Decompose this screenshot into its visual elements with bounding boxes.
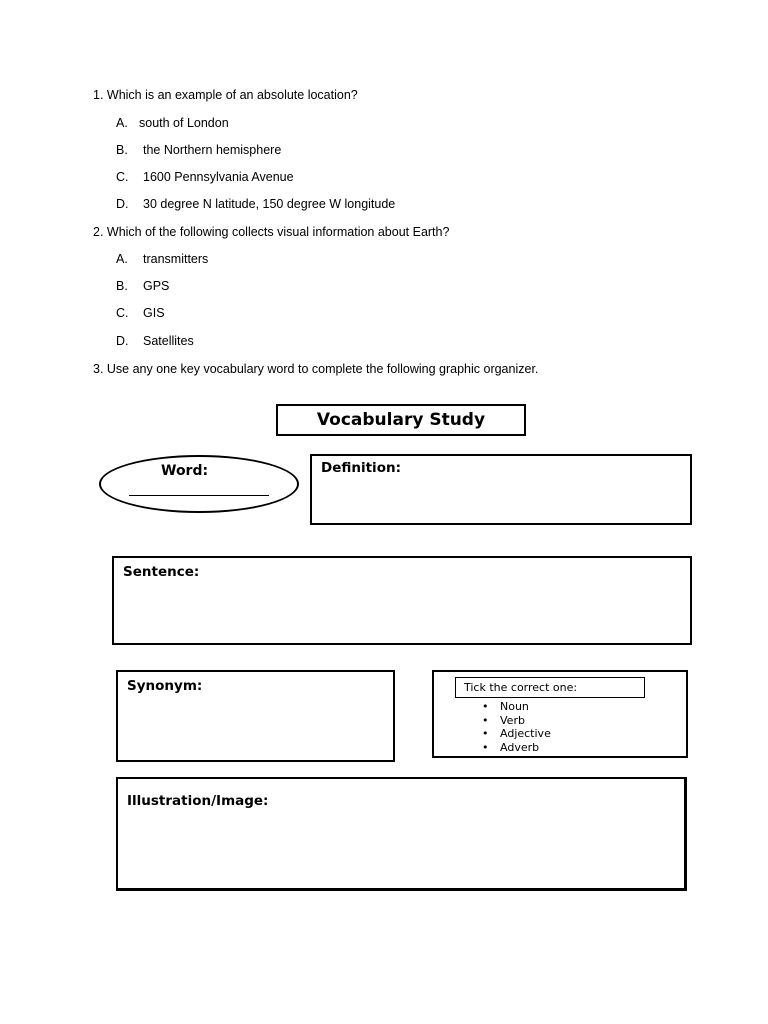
option-letter: B.: [116, 143, 128, 157]
organizer-title: Vocabulary Study: [276, 404, 526, 436]
option-letter: A.: [116, 252, 128, 266]
option-text: GPS: [143, 279, 170, 293]
question-1-prompt: 1. Which is an example of an absolute location?: [93, 88, 358, 102]
option-text: the Northern hemisphere: [143, 143, 282, 157]
word-oval[interactable]: [99, 455, 299, 513]
option-text: 1600 Pennsylvania Avenue: [143, 170, 294, 184]
definition-box[interactable]: [310, 454, 692, 525]
option-letter: C.: [116, 170, 129, 184]
option-text: transmitters: [143, 252, 209, 266]
option-text: Satellites: [143, 334, 194, 348]
part-of-speech-list: [482, 700, 551, 754]
word-blank-line: [129, 495, 269, 496]
option-text: GIS: [143, 306, 165, 320]
option-text: south of London: [139, 116, 229, 130]
question-2-prompt: 2. Which of the following collects visual information about Earth?: [93, 225, 450, 239]
synonym-label: Synonym:: [127, 678, 203, 694]
definition-label: Definition:: [321, 460, 401, 476]
pos-option-noun[interactable]: • Noun: [482, 700, 551, 714]
part-of-speech-box: [432, 670, 688, 758]
option-letter: D.: [116, 197, 129, 211]
word-label: Word:: [161, 463, 209, 479]
option-text: 30 degree N latitude, 150 degree W longitude: [143, 197, 396, 211]
option-letter: D.: [116, 334, 129, 348]
option-letter: B.: [116, 279, 128, 293]
synonym-box[interactable]: [116, 670, 395, 762]
sentence-box[interactable]: [112, 556, 692, 645]
pos-option-adjective[interactable]: • Adjective: [482, 727, 551, 741]
illustration-label: Illustration/Image:: [127, 793, 269, 809]
tick-instruction: Tick the correct one:: [455, 677, 645, 698]
option-letter: A.: [116, 116, 128, 130]
option-letter: C.: [116, 306, 129, 320]
pos-option-verb[interactable]: • Verb: [482, 714, 551, 728]
sentence-label: Sentence:: [123, 564, 200, 580]
pos-option-adverb[interactable]: • Adverb: [482, 741, 551, 755]
illustration-box[interactable]: [116, 777, 687, 891]
question-3-prompt: 3. Use any one key vocabulary word to complete the following graphic organizer.: [93, 362, 539, 376]
